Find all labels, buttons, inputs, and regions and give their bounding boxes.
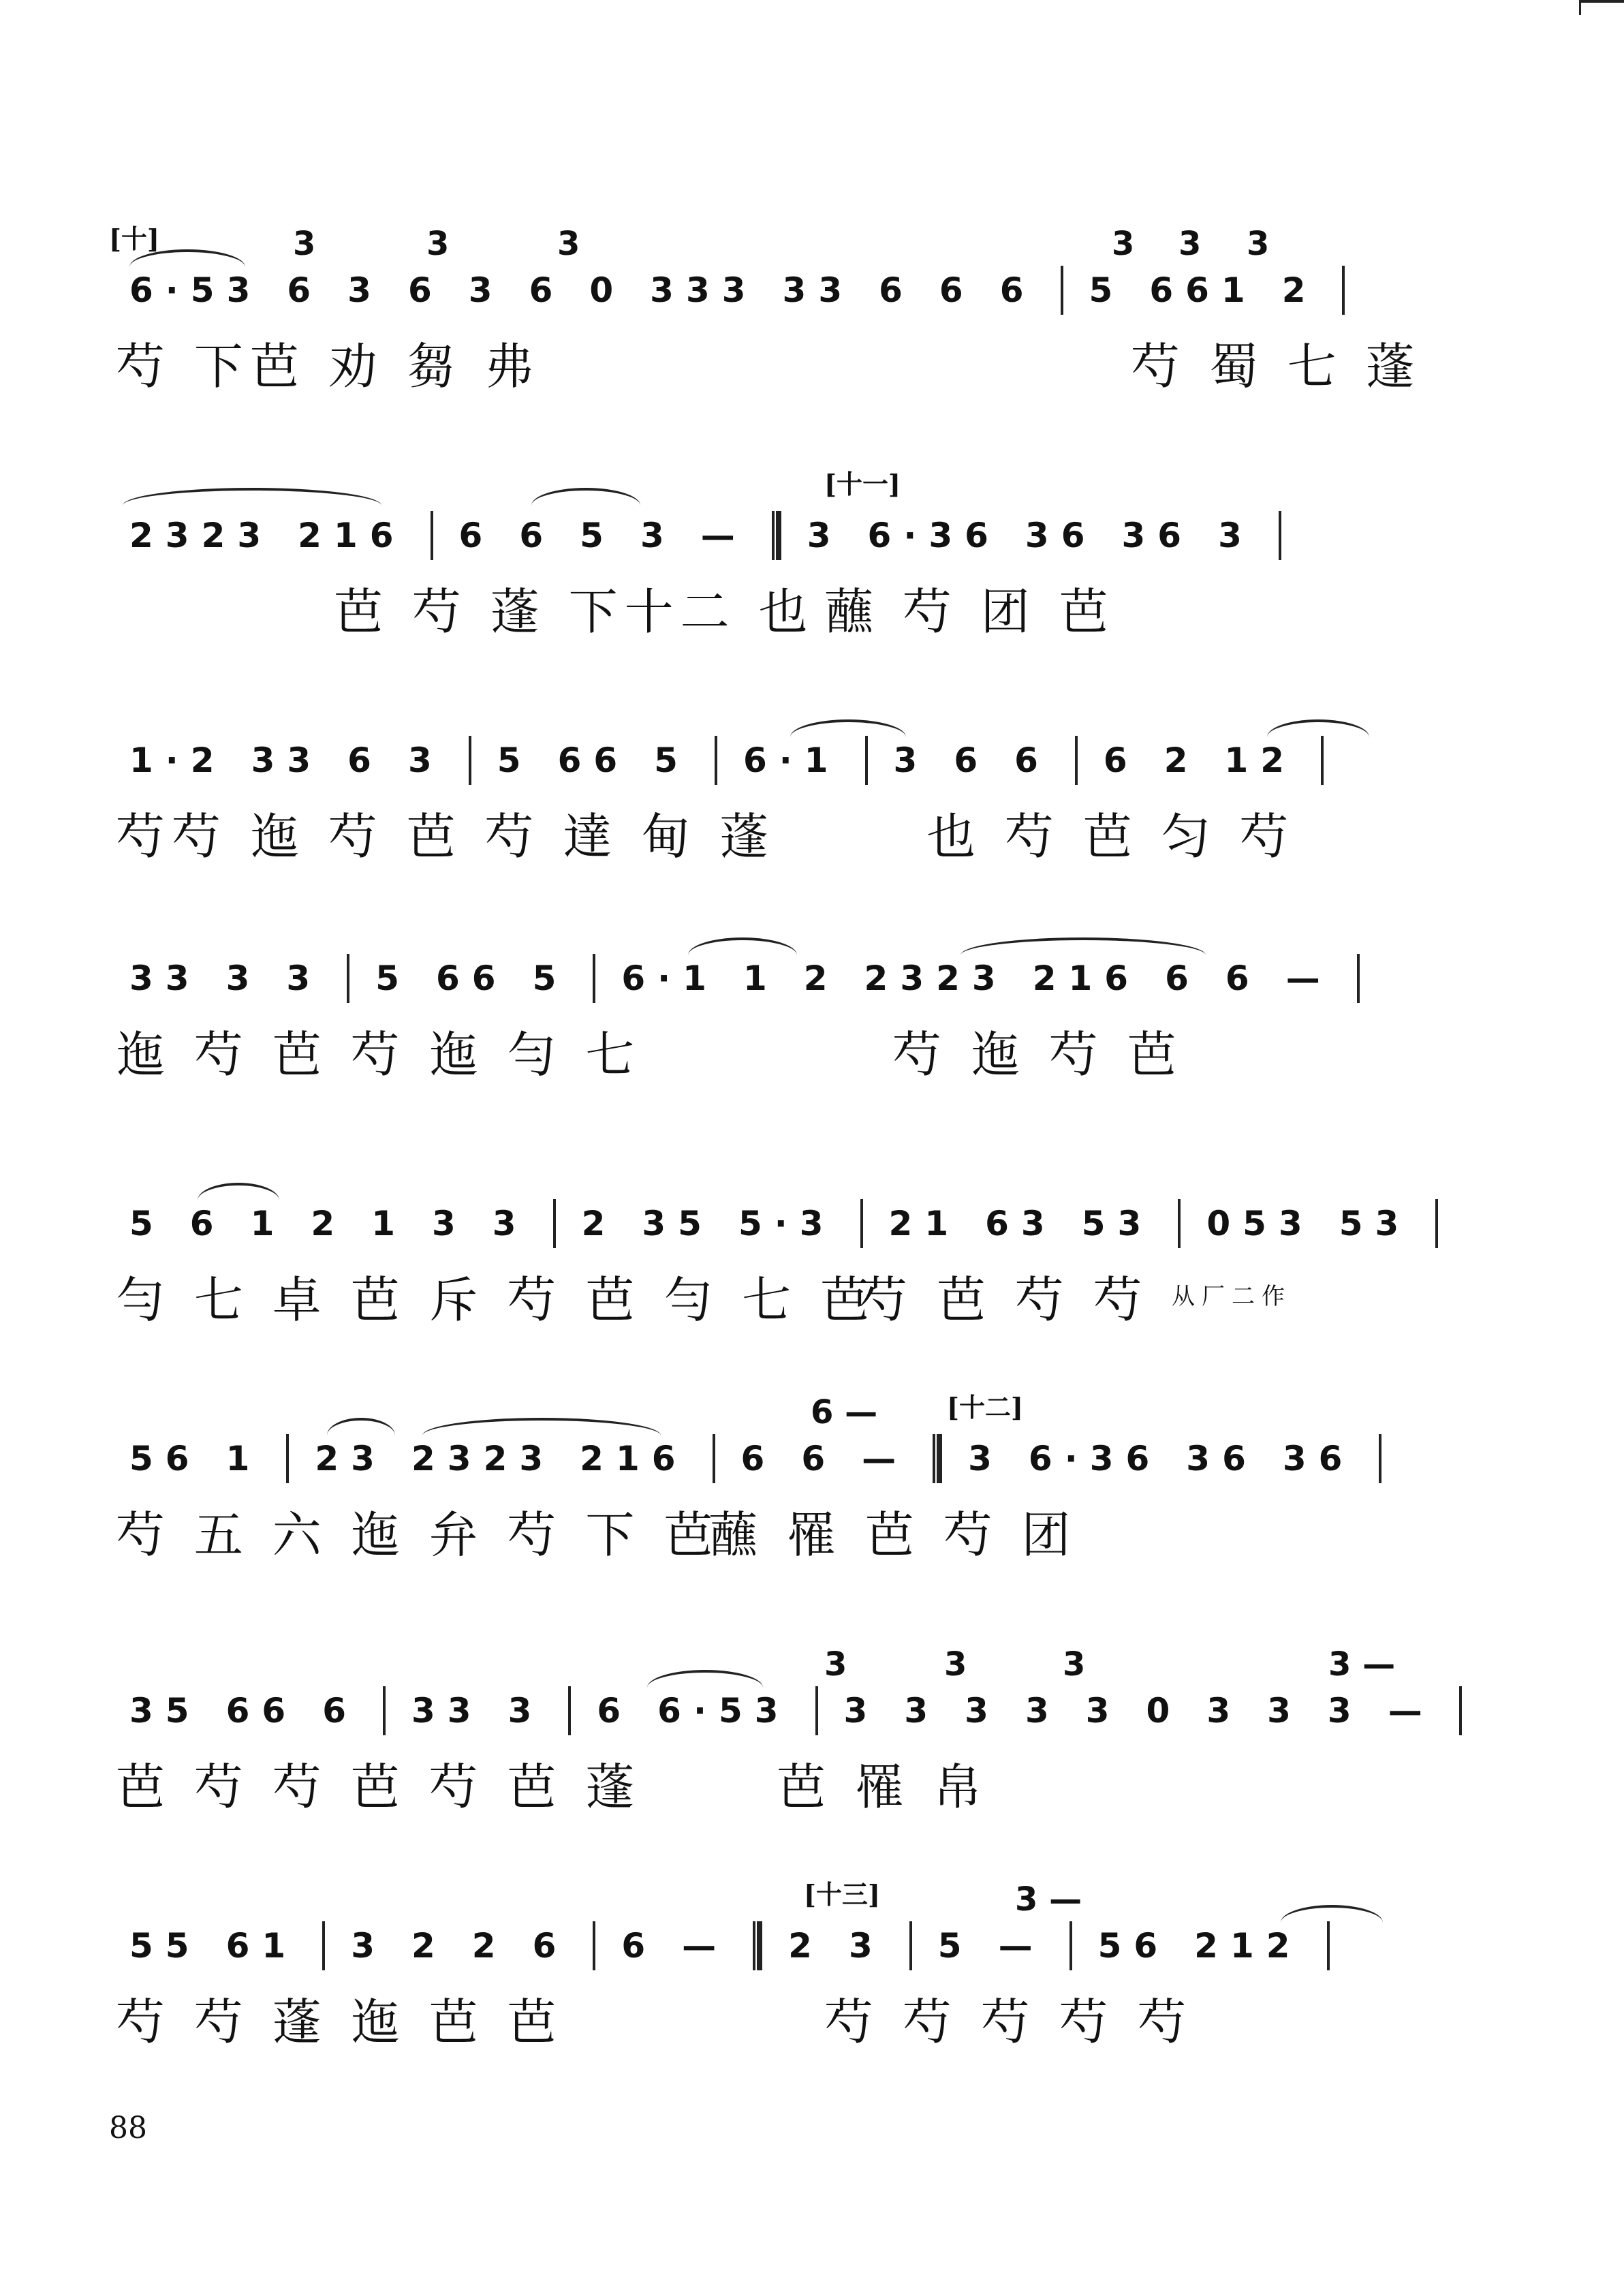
notation-line: 33 3 3 5 66 5 6·1 1 2 2323 216 6 6 — bbox=[129, 951, 1386, 1006]
notation-line: 1·2 33 6 3 5 66 5 6·1 3 6 6 6 2 12 bbox=[129, 733, 1349, 788]
tablature-line: 芍 下芭 劝 芻 弗 bbox=[116, 338, 541, 395]
annotation-note: 从厂二作 bbox=[1172, 1283, 1292, 1310]
tablature-line-2: 也 芍 芭 匀 芍 bbox=[926, 808, 1296, 865]
tablature-line: 芭 芍 蓬 下十二 也 bbox=[334, 583, 815, 640]
tablature-line: 芭 芍 芍 芭 芍 芭 蓬 bbox=[116, 1758, 642, 1816]
tablature-line: 勻 七 卓 芭 斥 芍 芭 勻 七 芭 bbox=[116, 1271, 876, 1329]
notation-line: 5 6 1 2 1 3 3 2 35 5·3 21 63 53 053 53 bbox=[129, 1196, 1464, 1251]
upper-notes: 6 — bbox=[811, 1393, 878, 1431]
tablature-line: 芍 五 六 迤 弁 芍 下 芭 bbox=[116, 1506, 720, 1564]
tablature-line: 芍 芍 蓬 迤 芭 芭 bbox=[116, 1994, 563, 2051]
notation-line: 55 61 3 2 2 6 6 — 2 3 5 — 56 212 bbox=[129, 1919, 1356, 1973]
tablature-line-2: 芭 罹 帛 bbox=[777, 1758, 989, 1816]
notation-line: 56 1 23 2323 216 6 6 — 3 6·36 36 36 bbox=[129, 1431, 1407, 1486]
tablature-line-2: 芍 芍 芍 芍 芍 bbox=[824, 1994, 1193, 2051]
upper-notes: 3 — bbox=[1015, 1880, 1082, 1919]
slur bbox=[531, 488, 640, 506]
notation-line: 2323 216 6 6 5 3 — 3 6·36 36 36 3 bbox=[129, 508, 1307, 563]
section-label: [十一] bbox=[824, 469, 901, 499]
page-number: 88 bbox=[109, 2111, 147, 2145]
tablature-line-2: 芍 蜀 七 蓬 bbox=[1131, 338, 1422, 395]
tablature-line-2: 芍 迤 芍 芭 bbox=[892, 1026, 1183, 1083]
section-label: [十三] bbox=[804, 1879, 880, 1910]
page-corner-mark bbox=[1579, 0, 1624, 15]
tablature-line-2: 蘸 罹 芭 芍 团 bbox=[708, 1506, 1078, 1564]
tablature-line-2: 蘸 芍 团 芭 bbox=[824, 583, 1115, 640]
notation-line: 6·53 6 3 6 3 6 0 333 33 6 6 6 5 661 2 bbox=[129, 263, 1371, 317]
tablature-line: 迤 芍 芭 芍 迤 勻 七 bbox=[116, 1026, 642, 1083]
section-label: [十二] bbox=[947, 1392, 1023, 1423]
tablature-line: 芍芍 迤 芍 芭 芍 達 甸 蓬 bbox=[116, 808, 776, 865]
slur bbox=[123, 488, 381, 506]
notation-line: 35 66 6 33 3 6 6·53 3 3 3 3 3 0 3 3 3 — bbox=[129, 1684, 1488, 1738]
section-label: [十] bbox=[109, 223, 159, 254]
tablature-line-2: 芍 芭 芍 芍 bbox=[858, 1271, 1149, 1329]
